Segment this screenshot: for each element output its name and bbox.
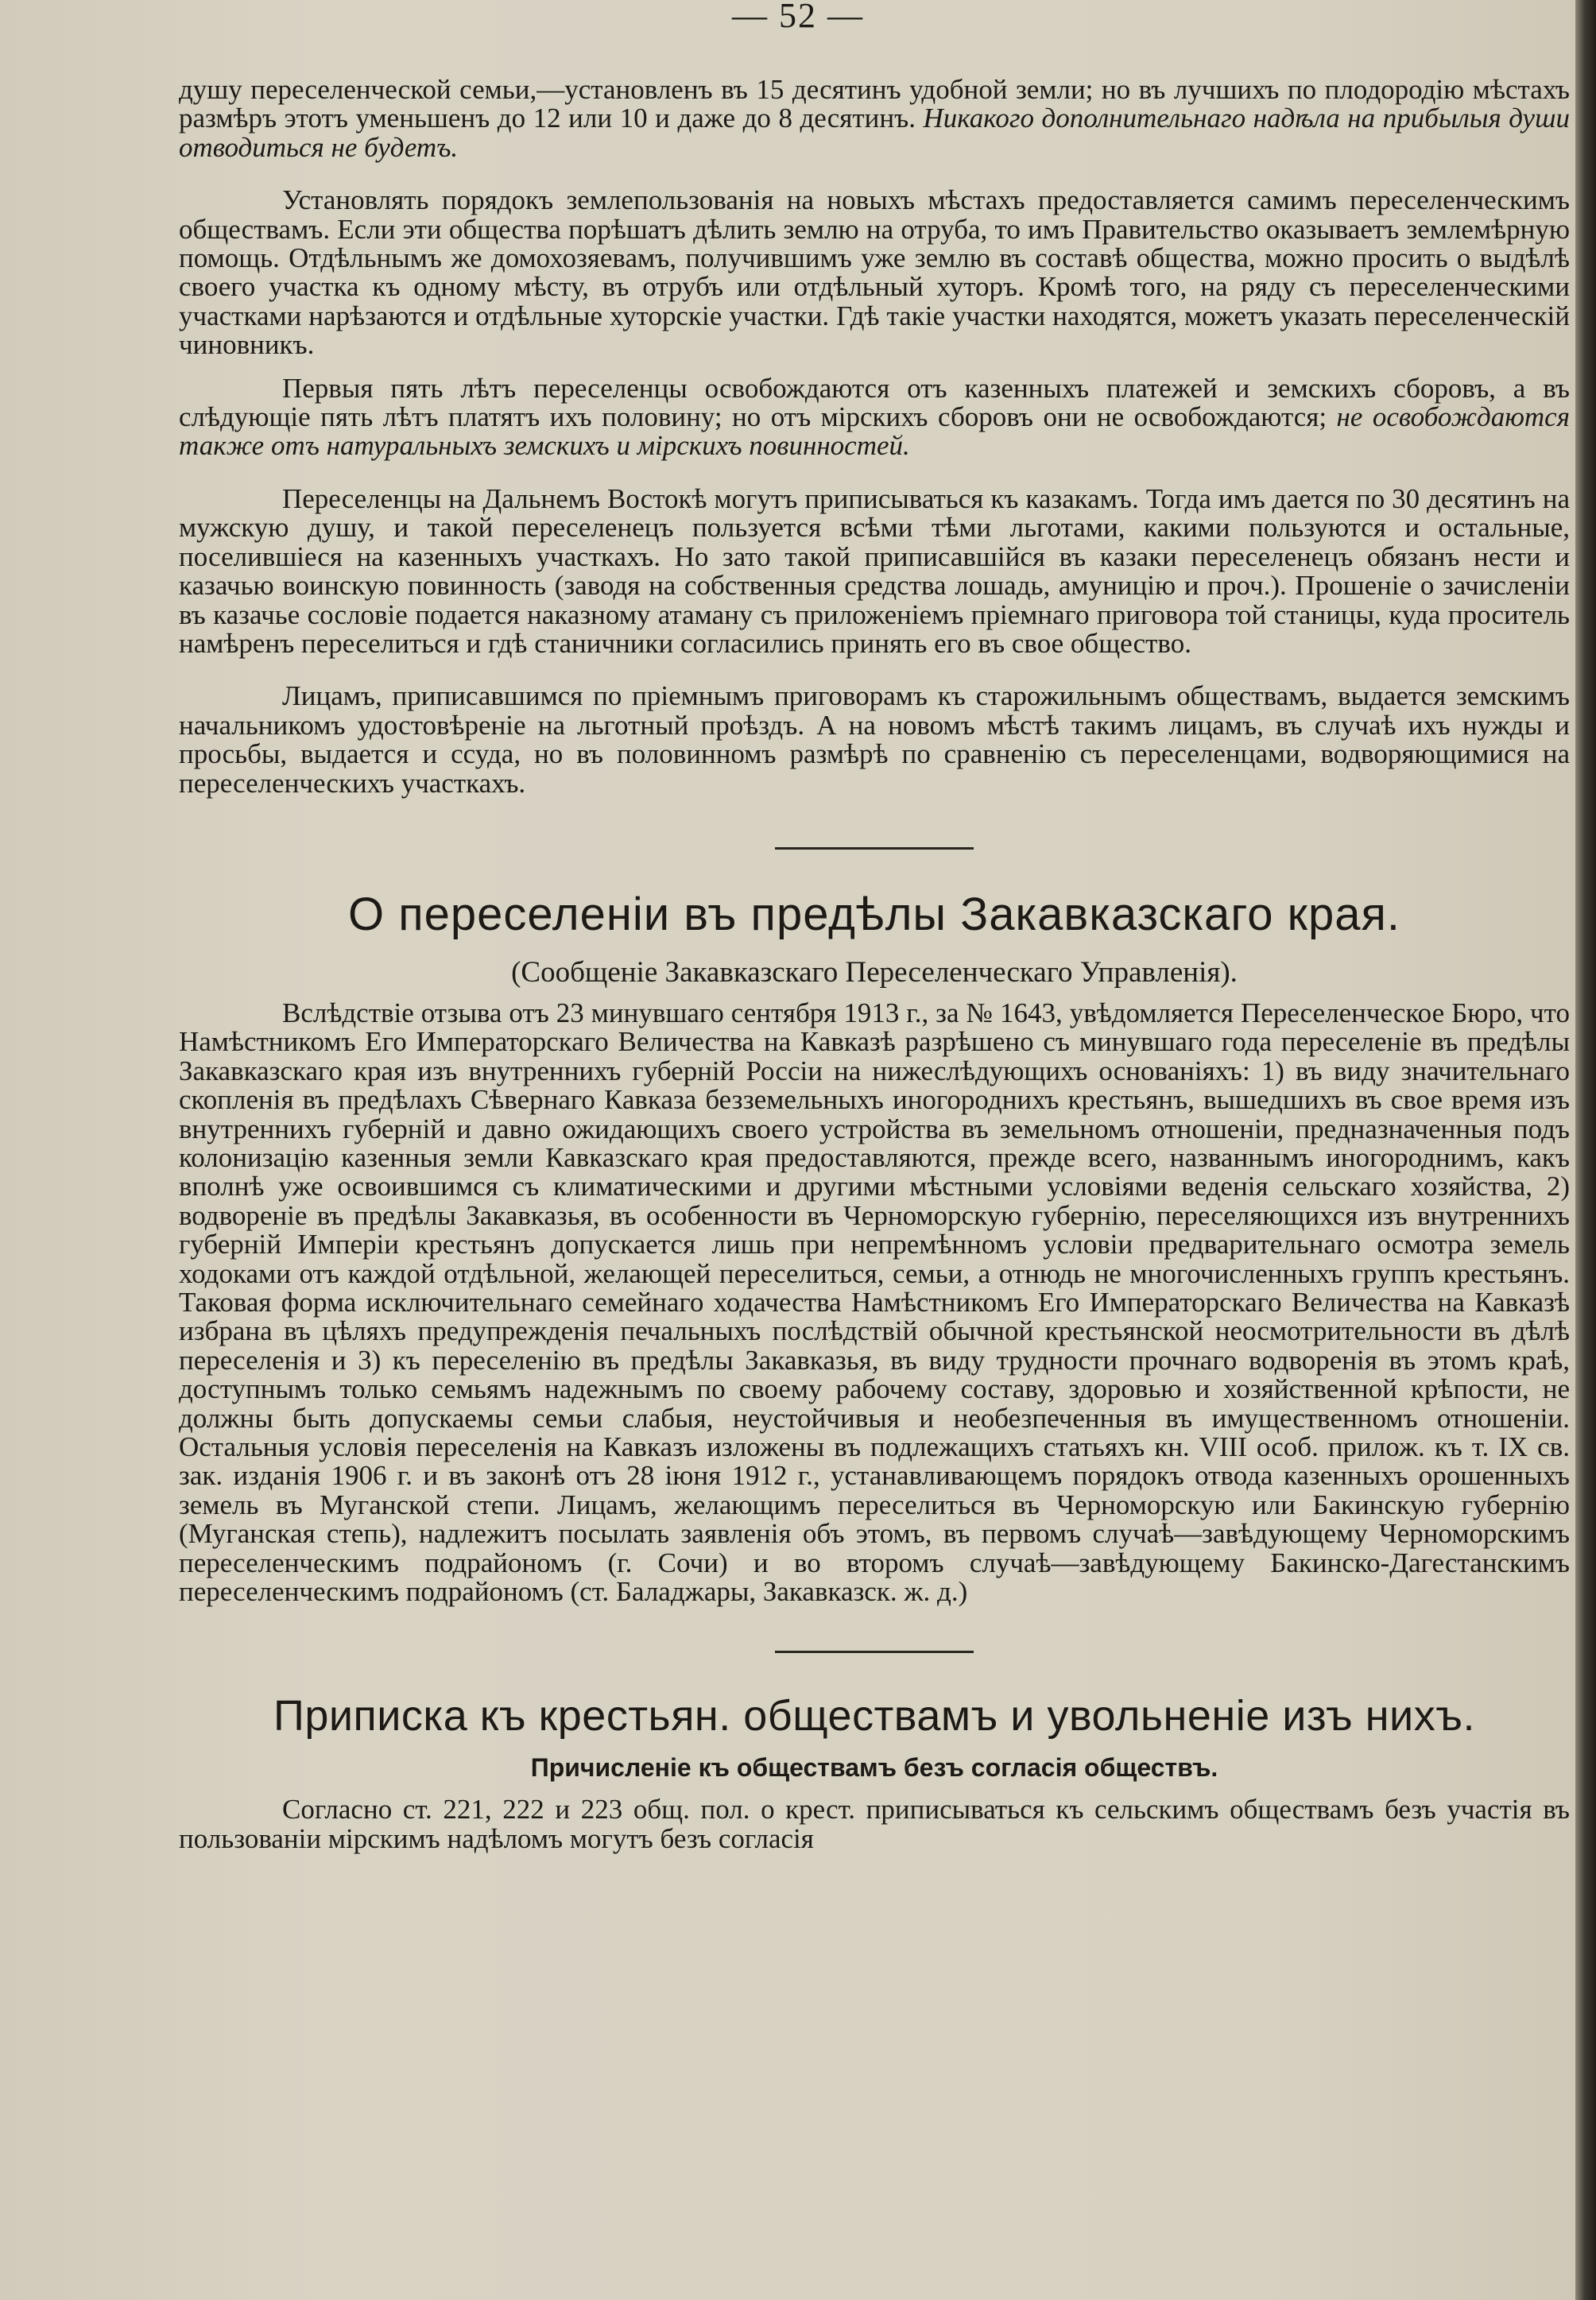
paragraph-pripiska: Согласно ст. 221, 222 и 223 общ. пол. о крест. приписываться къ сельскимъ обществамъ безъ участія въ пользованіи мірскимъ надѣломъ могутъ безъ согласія xyxy=(179,1794,1570,1854)
paragraph-1-line-3: до 8 десятинъ. xyxy=(742,103,924,134)
paragraph-zakavkaz: Вслѣдствіе отзыва отъ 23 минувшаго сентября 1913 г., за № 1643, увѣдомляется Переселенческое Бюро, что Намѣстникомъ Его Императорскаго Величества на Кавказѣ разрѣшено съ минувшаго года переселеніе въ предѣлы Закавказскаго края изъ внутреннихъ губерній Россіи на нижеслѣдующихъ основаніяхъ: 1) въ виду значительнаго скопленія въ предѣлахъ Сѣвернаго Кавказа безземельныхъ иногороднихъ крестьянъ, вышедшихъ въ свое время изъ внутреннихъ губерній и давно ожидающихъ своего устройства въ земельномъ отношеніи, предназначенныя подъ колонизацію казенныя земли Кавказскаго края предоставляются, прежде всего, названнымъ иногороднимъ, какъ вполнѣ уже освоившимся съ климатическими и другими мѣстными условіями веденія сельскаго хозяйства, 2) водвореніе въ предѣлы Закавказья, въ особенности въ Черноморскую губернію, переселяющихся изъ внутреннихъ губерній Имперіи крестьянъ допускается лишь при непремѣнномъ условіи предварительнаго осмотра земель ходоками отъ каждой отдѣльной, желающей переселиться, семьи, а отнюдь не многочисленныхъ группъ крестьянъ. Таковая форма исключительнаго семейнаго ходачества Намѣстникомъ Его Императорскаго Величества на Кавказѣ избрана въ цѣляхъ предупрежденія печальныхъ послѣдствій обычной крестьянской неосмотрительности въ дѣлѣ переселенія и 3) къ переселенію въ предѣлы Закавказья, въ виду трудности прочнаго водворенія въ этомъ краѣ, доступнымъ только семьямъ надежнымъ по своему рабочему составу, здоровью и хозяйственной крѣпости, не должны быть допускаемы семьи слабыя, неустойчивыя и необезпеченныя въ имущественномъ отношеніи. Остальныя условія переселенія на Кавказъ изложены въ подлежащихъ статьяхъ кн. VIII особ. прилож. къ т. IX св. зак. изданія 1906 г. и въ законѣ отъ 28 іюня 1912 г., устанавливающемъ порядокъ отвода казенныхъ орошенныхъ земель въ Муганской степи. Лицамъ, желающимъ переселиться въ Черноморскую или Бакинскую губернію (Муганская степь), надлежитъ посылать заявленія объ этомъ, въ первомъ случаѣ—завѣдующему Черноморскимъ переселенческимъ подрайономъ (г. Сочи) и во второмъ случаѣ—завѣдующему Бакинско-Дагестанскимъ переселенческимъ подрайономъ (ст. Баладжары, Закавказск. ж. д.) xyxy=(179,997,1570,1608)
paragraph-3 xyxy=(179,374,1570,461)
paragraph-4: Переселенцы на Дальнемъ Востокѣ могутъ приписываться къ казакамъ. Тогда имъ дается по 30 десятинъ на мужскую душу, и такой переселенецъ пользуется всѣми тѣми льготами, какими пользуются и остальные, поселившіеся на казенныхъ участкахъ. Но зато такой приписавшійся въ казаки переселенецъ обязанъ нести и казачью воинскую повинность (заводя на собственныя средства лошадь, амуницію и проч.). Прошеніе о зачисленіи въ казачье сословіе подается наказному атаману съ приложеніемъ пріемнаго приговора той станицы, куда проситель намѣренъ переселиться и гдѣ станичники согласились принять его въ свое общество. xyxy=(179,482,1570,659)
section-title-zakavkaz: О переселеніи въ предѣлы Закавказскаго края. xyxy=(348,888,1400,940)
paragraph-1-line-2: лучшихъ по плодородію мѣстахъ размѣръ этотъ уменьшенъ до 12 или 10 и даже xyxy=(179,74,1571,134)
paragraph-2: Установлять порядокъ землепользованія на новыхъ мѣстахъ предоставляется самимъ переселенческимъ обществамъ. Если эти общества порѣшатъ дѣлить землю на отруба, то имъ Правительство оказываетъ землемѣрную помощь. Отдѣльнымъ же домохозяевамъ, получившимъ уже землю въ составѣ общества, можно просить о выдѣлѣ своего участка къ одному мѣсту, въ отрубъ или отдѣльный хуторъ. Кромѣ того, на ряду съ переселенческими участками нарѣзаются и отдѣльные хуторскіе участки. Гдѣ такіе участки находятся, можетъ указать переселенческій чиновникъ. xyxy=(179,184,1570,361)
paragraph-1-italic: Никакого дополнительнаго надѣла на прибылыя души отводиться не будетъ. xyxy=(179,103,1570,163)
paragraph-3-text: Первыя пять лѣтъ переселенцы освобождаются отъ казенныхъ платежей и земскихъ сборовъ, а въ слѣдующіе пять лѣтъ платятъ ихъ половину; но отъ мірскихъ сборовъ они не освобождаются; xyxy=(179,372,1570,433)
paragraph-1-line-1: душу переселенческой семьи,—установленъ въ 15 десятинъ удобной земли; но въ xyxy=(179,74,1166,105)
paragraph-5: Лицамъ, приписавшимся по пріемнымъ приговорамъ къ старожильнымъ обществамъ, выдается земскимъ начальникомъ удостовѣреніе на льготный проѣздъ. А на новомъ мѣстѣ такимъ лицамъ, въ случаѣ ихъ нужды и просьбы, выдается и ссуда, но въ половинномъ размѣрѣ по сравненію съ переселенцами, водворяющимися на переселенческихъ участкахъ. xyxy=(179,680,1570,799)
book-spine xyxy=(1575,0,1596,2300)
text-column xyxy=(179,76,1570,1853)
section-subtitle-zakavkaz: (Сообщеніе Закавказскаго Переселенческаго Управленія). xyxy=(511,955,1238,989)
section-subtitle-pripiska: Причисленіе къ обществамъ безъ согласія обществъ. xyxy=(530,1753,1218,1783)
section-title-pripiska: Приписка къ крестьян. обществамъ и увольненіе изъ нихъ. xyxy=(273,1692,1475,1740)
page-number: — 52 — xyxy=(732,0,864,35)
paragraph-3-italic: не освобождаются также отъ натуральныхъ земскихъ и мірскихъ повинностей. xyxy=(179,401,1570,462)
paragraph-1 xyxy=(179,76,1570,162)
